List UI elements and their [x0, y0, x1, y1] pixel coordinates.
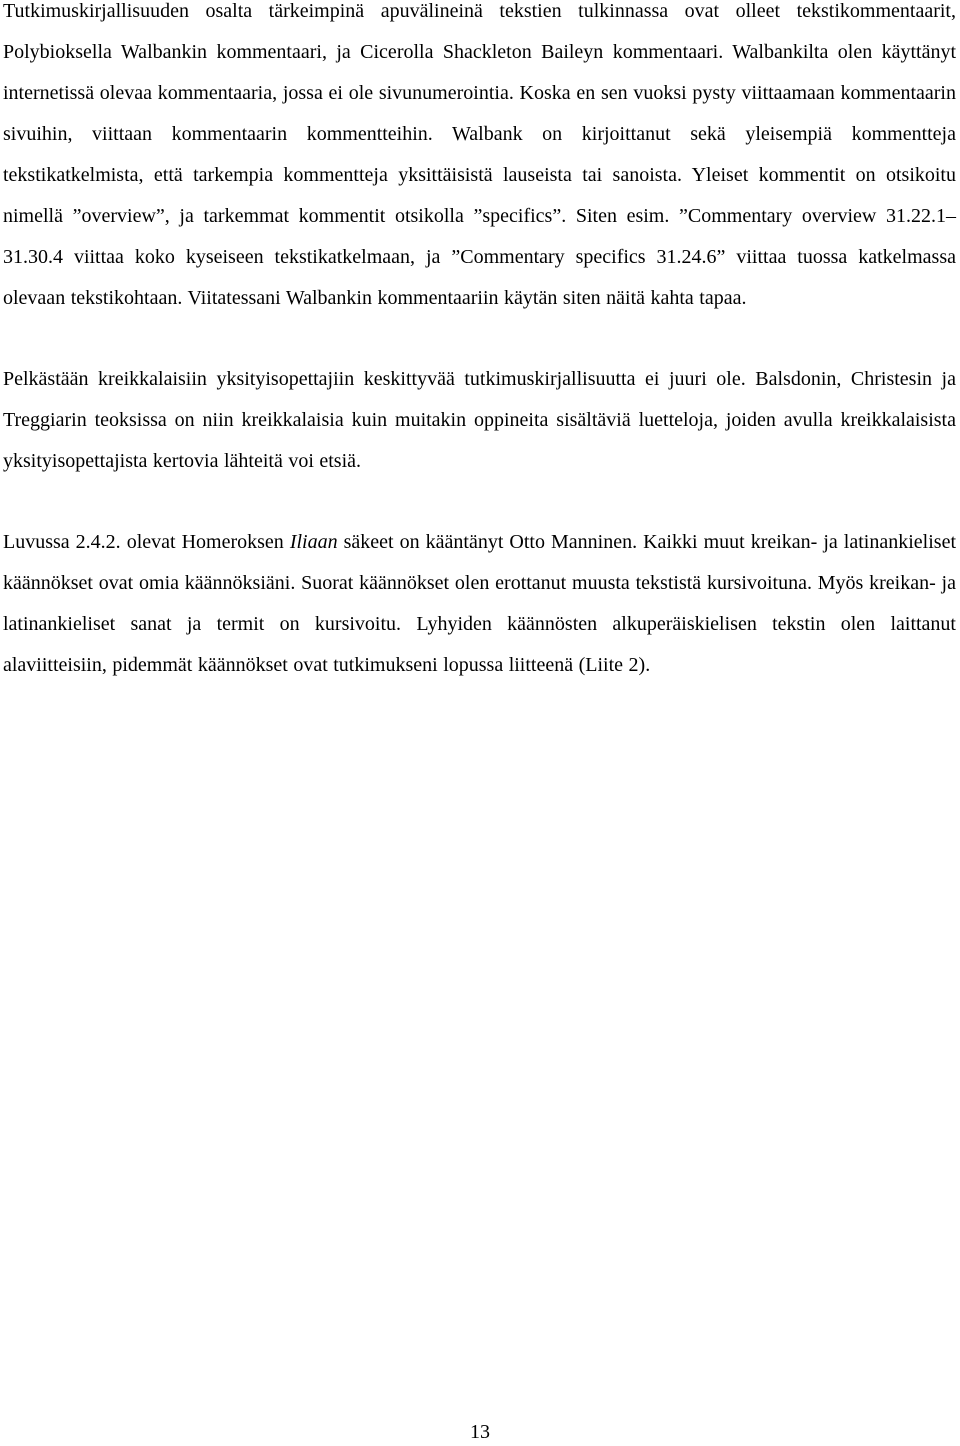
paragraph-translations-lead: Luvussa 2.4.2. olevat Homeroksen [3, 531, 290, 553]
paragraph-commentaries: Tutkimuskirjallisuuden osalta tärkeimpinä apuvälineinä tekstien tulkinnassa ovat olleet tekstikommentaarit, Polybioksella Walbankin kommentaari, ja Cicerolla Shackleton Baileyn kommentaari. Walbankilta olen käyttänyt internetissä olevaa kommentaaria, jossa ei ole sivunumerointia. Koska en sen vuoksi pysty viittaamaan kommentaarin sivuihin, viittaan kommentaarin kommentteihin. Walbank on kirjoittanut sekä yleisempiä kommentteja tekstikatkelmista, että tarkempia kommentteja yksittäisistä lauseista tai sanoista. Yleiset kommentit on otsikoitu nimellä ”overview”, ja tarkemmat kommentit otsikolla ”specifics”. Siten esim. ”Commentary overview 31.22.1–31.30.4 viittaa koko kyseiseen tekstikatkelmaan, ja ”Commentary specifics 31.24.6” viittaa tuossa katkelmassa olevaan tekstikohtaan. Viitatessani Walbankin kommentaariin käytän siten näitä kahta tapaa. [3, 0, 956, 309]
italic-work-title: Iliaan [289, 531, 338, 553]
paragraph-research-literature: Pelkästään kreikkalaisiin yksityisopettajiin keskittyvää tutkimuskirjallisuutta ei juuri ole. Balsdonin, Christesin ja Treggiarin teoksissa on niin kreikkalaisia kuin muitakin oppineita sisältäviä luetteloja, joiden avulla kreikkalaisista yksityisopettajista kertovia lähteitä voi etsiä. [3, 368, 956, 472]
paragraph-translations-rest: säkeet on kääntänyt Otto Manninen. Kaikki muut kreikan- ja latinankieliset käännökset ovat omia käännöksiäni. Suorat käännökset olen erottanut muusta tekstistä kursivoituna. Myös kreikan- ja latinankieliset sanat ja termit on kursivoitu. Lyhyiden käännösten alkuperäiskielisen tekstin olen laittanut alaviitteisiin, pidemmät käännökset ovat tutkimukseni lopussa liitteenä (Liite 2). [3, 531, 956, 676]
page-number: 13 [470, 1421, 490, 1443]
document-page [3, 0, 956, 686]
paragraph-translations [3, 522, 956, 686]
